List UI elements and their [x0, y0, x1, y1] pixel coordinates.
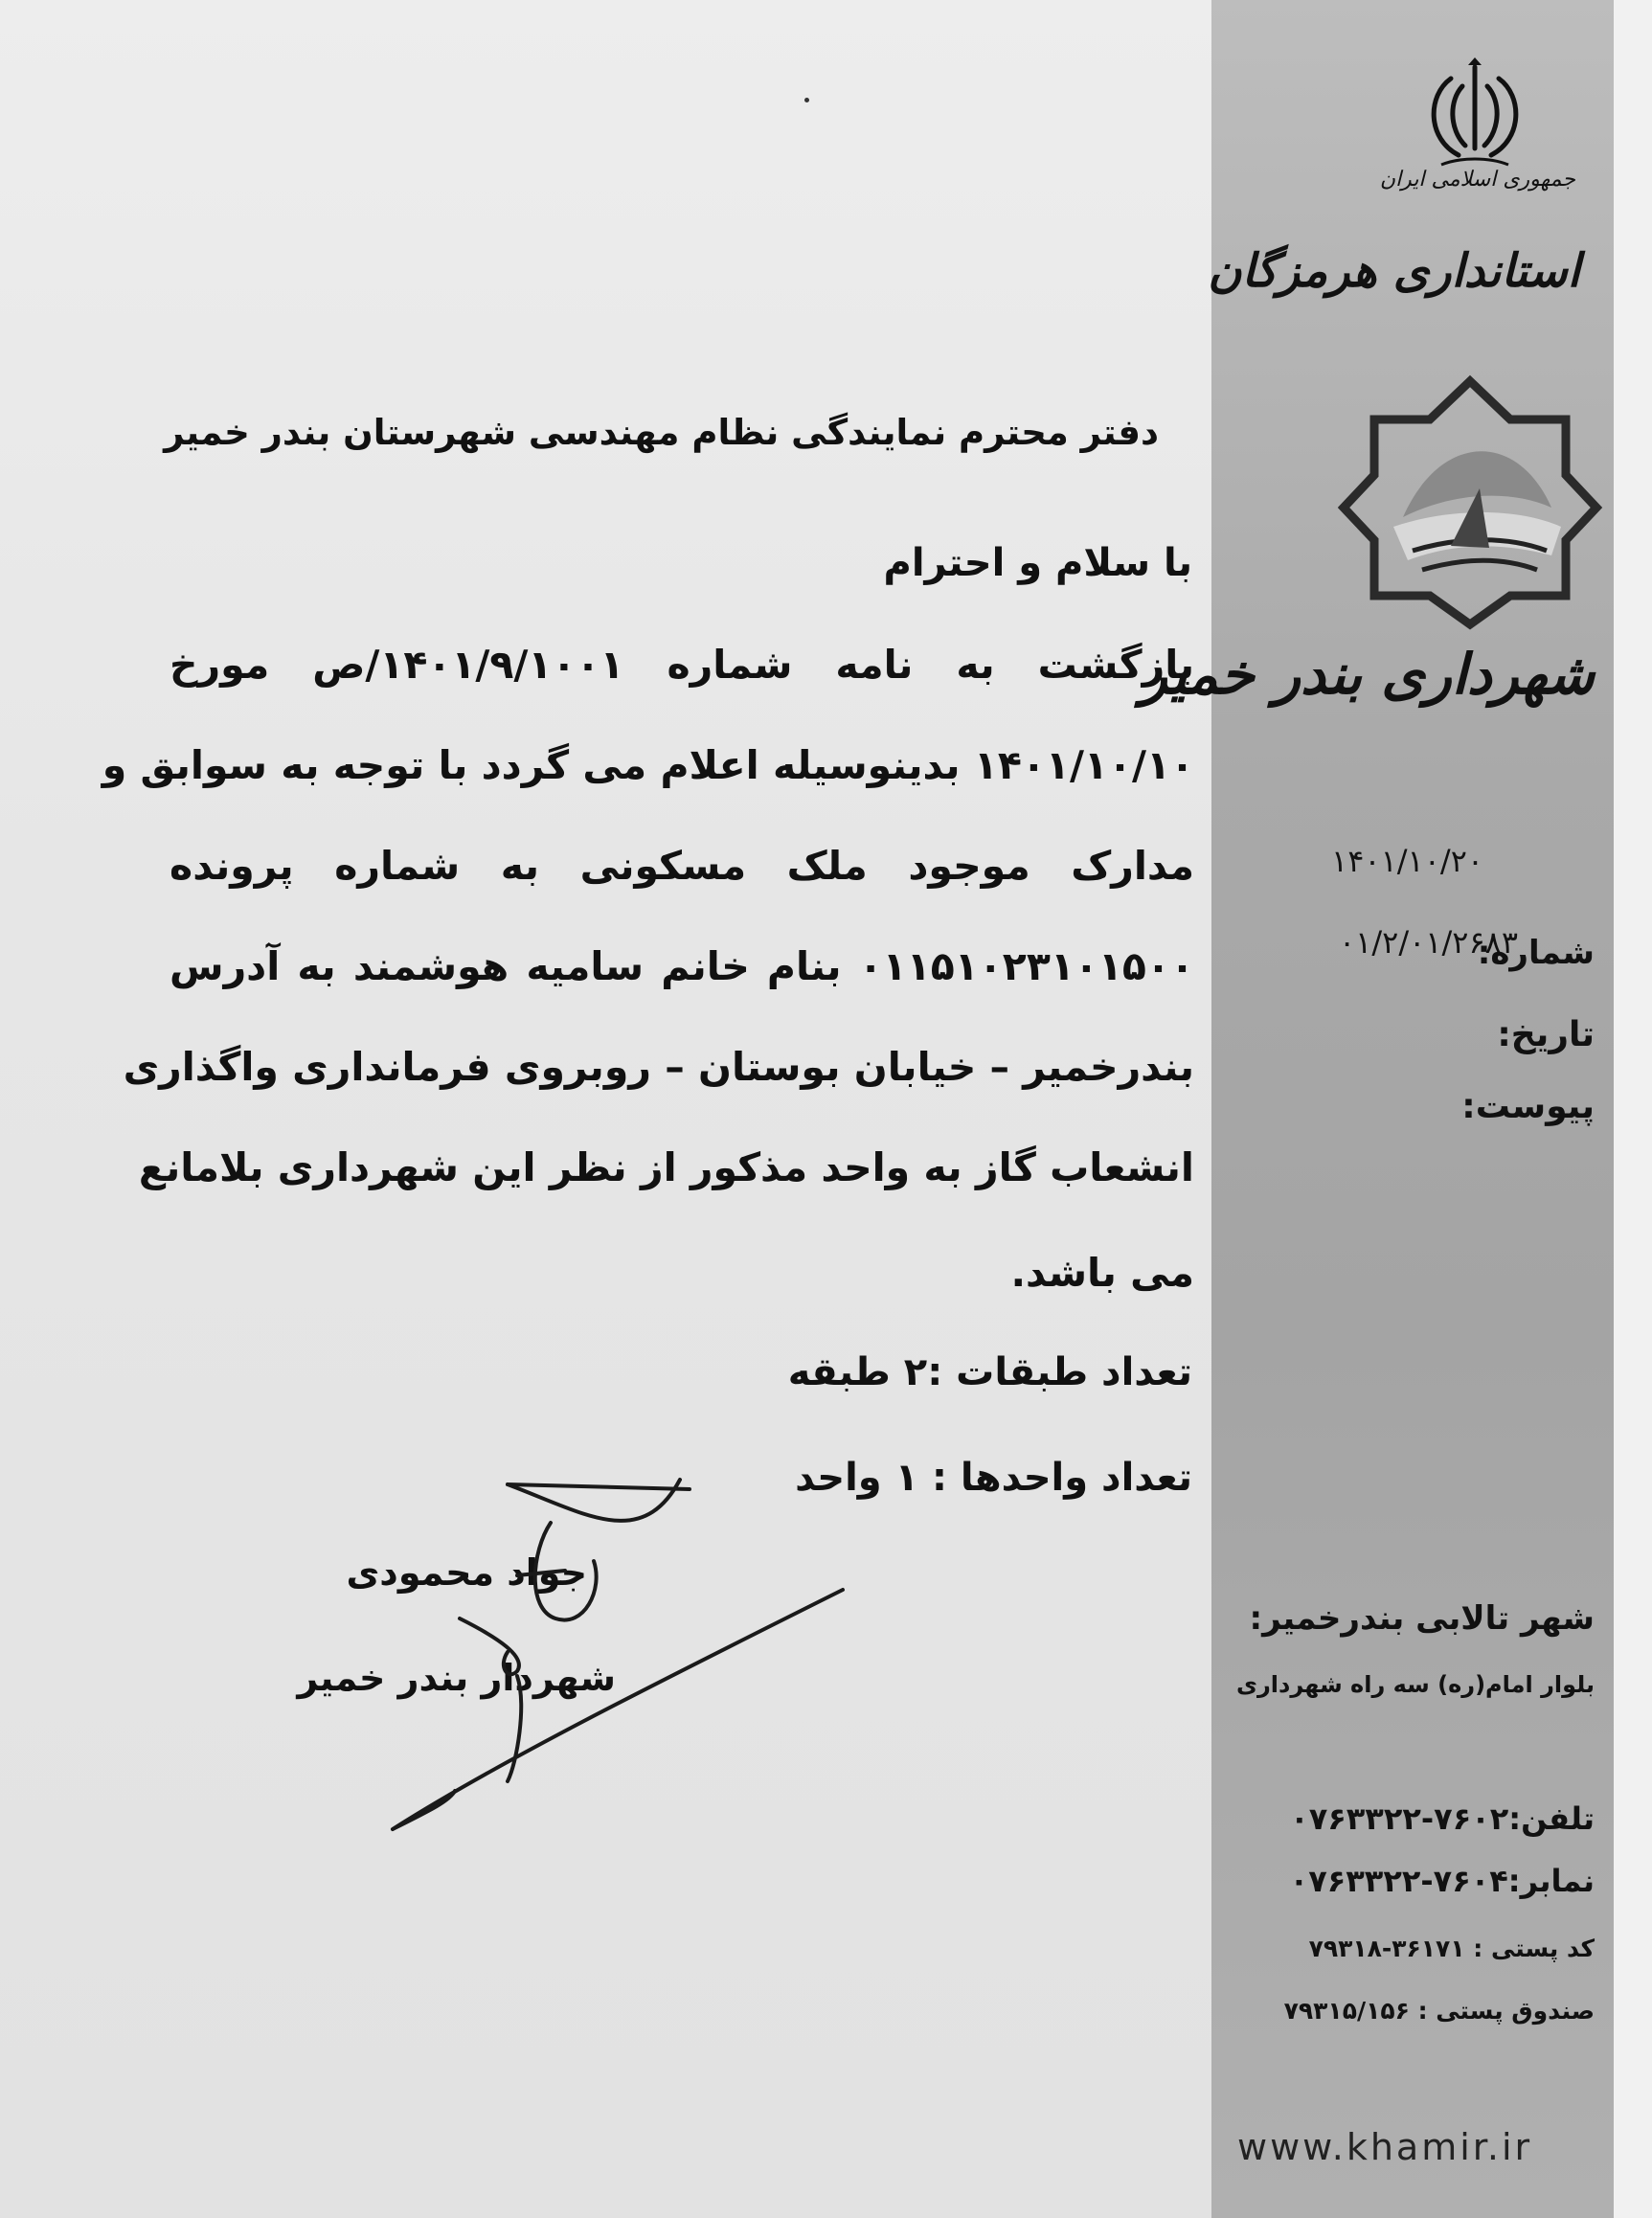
handwritten-signature [364, 1475, 862, 1839]
contact-address: بلوار امام(ره) سه راه شهرداری [1235, 1671, 1595, 1698]
letter-date-label: تاریخ: [1497, 1015, 1595, 1054]
unit-count: تعداد واحدها : ۱ واحد [795, 1456, 1192, 1500]
letter-number-value: ۰۱/۲/۰۱/۲۶۸۳ [1338, 924, 1518, 961]
contact-fax: نمابر:۷۶۰۴-۰۷۶۳۳۲۲ [1289, 1863, 1595, 1899]
body-line: مدارک موجود ملک مسکونی به شماره پرونده [170, 843, 1194, 889]
contact-phone: تلفن:۷۶۰۲-۰۷۶۳۳۲۲ [1290, 1800, 1595, 1837]
body-line: می باشد. [1010, 1250, 1194, 1296]
letter-number-label: شماره: [1477, 934, 1595, 972]
addressee-line: دفتر محترم نمایندگی نظام مهندسی شهرستان بندر خمیر [164, 412, 1159, 453]
emblem-caption: جمهوری اسلامی ایران [1379, 168, 1575, 192]
scan-speck [804, 98, 809, 102]
floor-count: تعداد طبقات :۲ طبقه [787, 1350, 1192, 1394]
page-margin-strip [1614, 0, 1652, 2218]
contact-postcode: کد پستی : ۳۶۱۷۱-۷۹۳۱۸ [1308, 1935, 1595, 1962]
contact-city: شهر تالابی بندرخمیر: [1249, 1599, 1595, 1638]
contact-pobox: صندوق پستی : ۷۹۳۱۵/۱۵۶ [1283, 1997, 1595, 2025]
body-line: ۱۴۰۱/۱۰/۱۰ بدینوسیله اعلام می گردد با توجه به سوابق و [102, 742, 1194, 788]
letter-attachment-label: پیوست: [1461, 1087, 1595, 1126]
body-line: بندرخمیر – خیابان بوستان – روبروی فرمانداری واگذاری [123, 1044, 1194, 1090]
letter-date-value: ۱۴۰۱/۱۰/۲۰ [1331, 843, 1484, 879]
website-link[interactable]: www.khamir.ir [1237, 2126, 1533, 2168]
governorate-name: استانداری هرمزگان [1208, 244, 1580, 298]
signatory-title: شهردار بندر خمیر [297, 1657, 616, 1699]
greeting-line: با سلام و احترام [883, 541, 1192, 585]
body-line: بازگشت به نامه شماره ۱۴۰۱/۹/۱۰۰۱/ص مورخ [170, 642, 1194, 688]
body-line: انشعاب گاز به واحد مذکور از نظر این شهرداری بلامانع [138, 1144, 1194, 1190]
signatory-name: جواد محمودی [346, 1551, 587, 1594]
body-line: ۰۱۱۵۱۰۲۳۱۰۱۵۰۰ بنام خانم سامیه هوشمند به آدرس [170, 943, 1194, 989]
municipality-name: شهرداری بندر خمیر [1140, 642, 1595, 707]
municipality-logo-icon [1336, 373, 1604, 632]
